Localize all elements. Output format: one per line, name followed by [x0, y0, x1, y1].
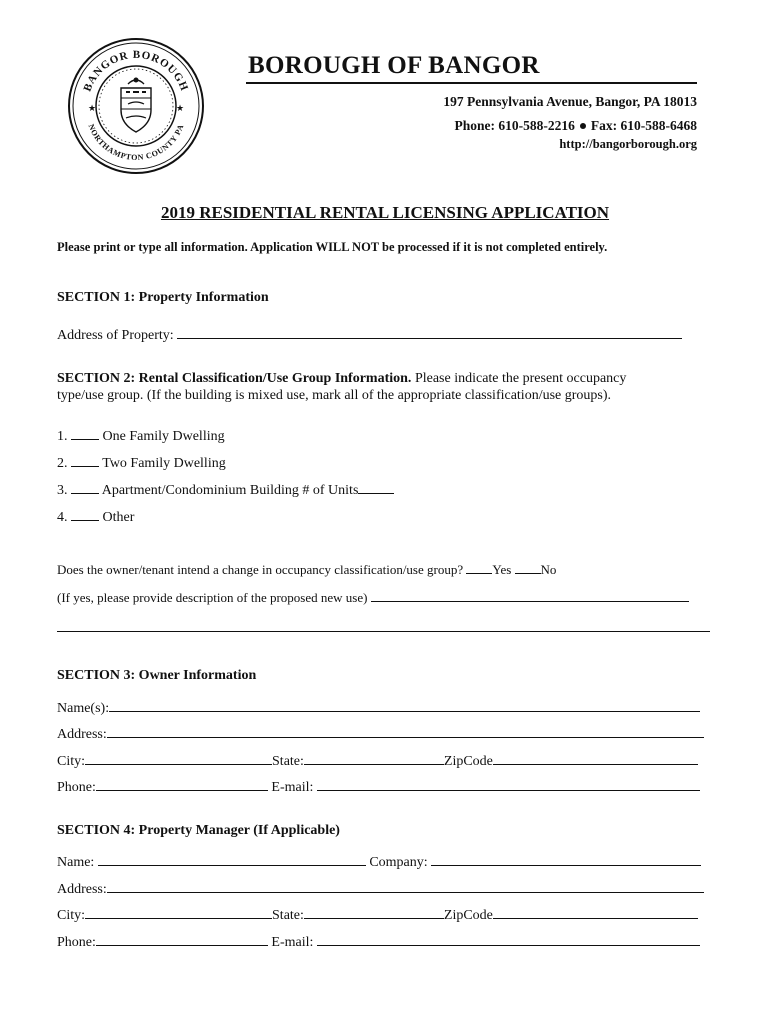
owner-city-row [57, 750, 698, 770]
phone-number: Phone: 610-588-2216 [454, 118, 575, 133]
svg-text:★: ★ [176, 103, 185, 113]
manager-address-field[interactable] [107, 878, 704, 893]
owner-phone-field[interactable] [96, 776, 268, 791]
option-label: Two Family Dwelling [102, 456, 226, 471]
manager-city-field[interactable] [85, 904, 272, 919]
bullet-icon [580, 123, 586, 129]
form-title: 2019 RESIDENTIAL RENTAL LICENSING APPLICATION [160, 203, 610, 222]
option-one-family [57, 425, 225, 445]
owner-name-label: Name(s): [57, 701, 110, 716]
owner-name-field[interactable] [109, 697, 700, 712]
option-two-family-blank[interactable] [71, 452, 99, 467]
borough-seal-logo [66, 36, 206, 176]
property-address-label: Address of Property: [57, 328, 174, 343]
manager-company-label: Company: [369, 855, 428, 870]
organization-name: BOROUGH OF BANGOR [248, 52, 540, 79]
option-number: 1. [57, 429, 68, 444]
property-address-field[interactable] [177, 324, 682, 339]
option-one-family-blank[interactable] [71, 425, 99, 440]
option-two-family [57, 452, 226, 472]
owner-email-field[interactable] [317, 776, 700, 791]
manager-city-row [57, 904, 698, 924]
yes-blank[interactable] [466, 559, 492, 574]
manager-city-label: City: [57, 908, 86, 923]
option-label: One Family Dwelling [102, 429, 225, 444]
manager-email-field[interactable] [317, 931, 700, 946]
owner-name-row [57, 697, 700, 717]
svg-text:★: ★ [88, 103, 97, 113]
owner-state-field[interactable] [304, 750, 444, 765]
manager-zip-field[interactable] [493, 904, 698, 919]
owner-city-field[interactable] [85, 750, 272, 765]
section-2-heading: SECTION 2: Rental Classification/Use Group Information. [57, 371, 412, 386]
proposed-use-field-line2[interactable] [57, 617, 710, 632]
svg-text:NORTHAMPTON COUNTY PA: NORTHAMPTON COUNTY PA [86, 122, 186, 163]
header-rule [246, 82, 697, 84]
section-1-heading: SECTION 1: Property Information [57, 290, 269, 305]
manager-email-label: E-mail: [271, 935, 314, 950]
option-label: Other [102, 510, 135, 525]
organization-address: 197 Pennsylvania Avenue, Bangor, PA 18013 [443, 94, 697, 109]
option-number: 4. [57, 510, 68, 525]
owner-email-label: E-mail: [271, 780, 314, 795]
section-3-heading: SECTION 3: Owner Information [57, 668, 257, 683]
owner-zip-label: ZipCode [443, 754, 493, 769]
option-apartment-blank[interactable] [71, 479, 99, 494]
owner-address-row [57, 723, 704, 743]
option-other-blank[interactable] [71, 506, 99, 521]
section-2-intro-rest: Please indicate the present occupancy [414, 371, 627, 386]
manager-name-label: Name: [57, 855, 95, 870]
manager-phone-label: Phone: [57, 935, 96, 950]
owner-phone-row [57, 776, 700, 796]
no-blank[interactable] [515, 559, 541, 574]
owner-state-label: State: [272, 754, 304, 769]
phone-fax-line [455, 118, 697, 134]
manager-phone-field[interactable] [96, 931, 268, 946]
option-number: 3. [57, 483, 68, 498]
section-2-intro [57, 371, 626, 387]
manager-name-field[interactable] [98, 851, 366, 866]
manager-zip-label: ZipCode [443, 908, 493, 923]
manager-name-row [57, 851, 701, 871]
property-address-row [57, 324, 682, 344]
option-number: 2. [57, 456, 68, 471]
section-2-intro-line2: type/use group. (If the building is mixed use, mark all of the appropriate classification/use groups). [57, 388, 612, 403]
option-other [57, 506, 134, 526]
manager-state-field[interactable] [304, 904, 444, 919]
fax-number: Fax: 610-588-6468 [590, 118, 697, 133]
yes-label: Yes [492, 562, 512, 577]
owner-zip-field[interactable] [493, 750, 698, 765]
manager-company-field[interactable] [431, 851, 701, 866]
manager-phone-row [57, 931, 700, 951]
option-label: Apartment/Condominium Building # of Units [101, 483, 359, 498]
option-apartment [57, 479, 394, 499]
manager-state-label: State: [272, 908, 304, 923]
svg-text:BANGOR BOROUGH: BANGOR BOROUGH [81, 48, 191, 94]
number-of-units-field[interactable] [358, 479, 394, 494]
change-occupancy-question-row [57, 559, 556, 578]
no-label: No [540, 562, 557, 577]
owner-city-label: City: [57, 754, 86, 769]
owner-address-label: Address: [57, 727, 107, 742]
owner-phone-label: Phone: [57, 780, 96, 795]
proposed-use-field[interactable] [371, 587, 689, 602]
owner-address-field[interactable] [107, 723, 704, 738]
proposed-use-row [57, 587, 689, 606]
manager-address-row [57, 878, 704, 898]
website-link[interactable]: http://bangorborough.org [559, 137, 697, 151]
section-4-heading: SECTION 4: Property Manager (If Applicable) [57, 823, 340, 838]
manager-address-label: Address: [57, 882, 107, 897]
form-instructions: Please print or type all information. Application WILL NOT be processed if it is not completed entirely. [57, 240, 608, 254]
change-occupancy-question: Does the owner/tenant intend a change in occupancy classification/use group? [57, 562, 464, 577]
proposed-use-label: (If yes, please provide description of the proposed new use) [57, 590, 368, 605]
